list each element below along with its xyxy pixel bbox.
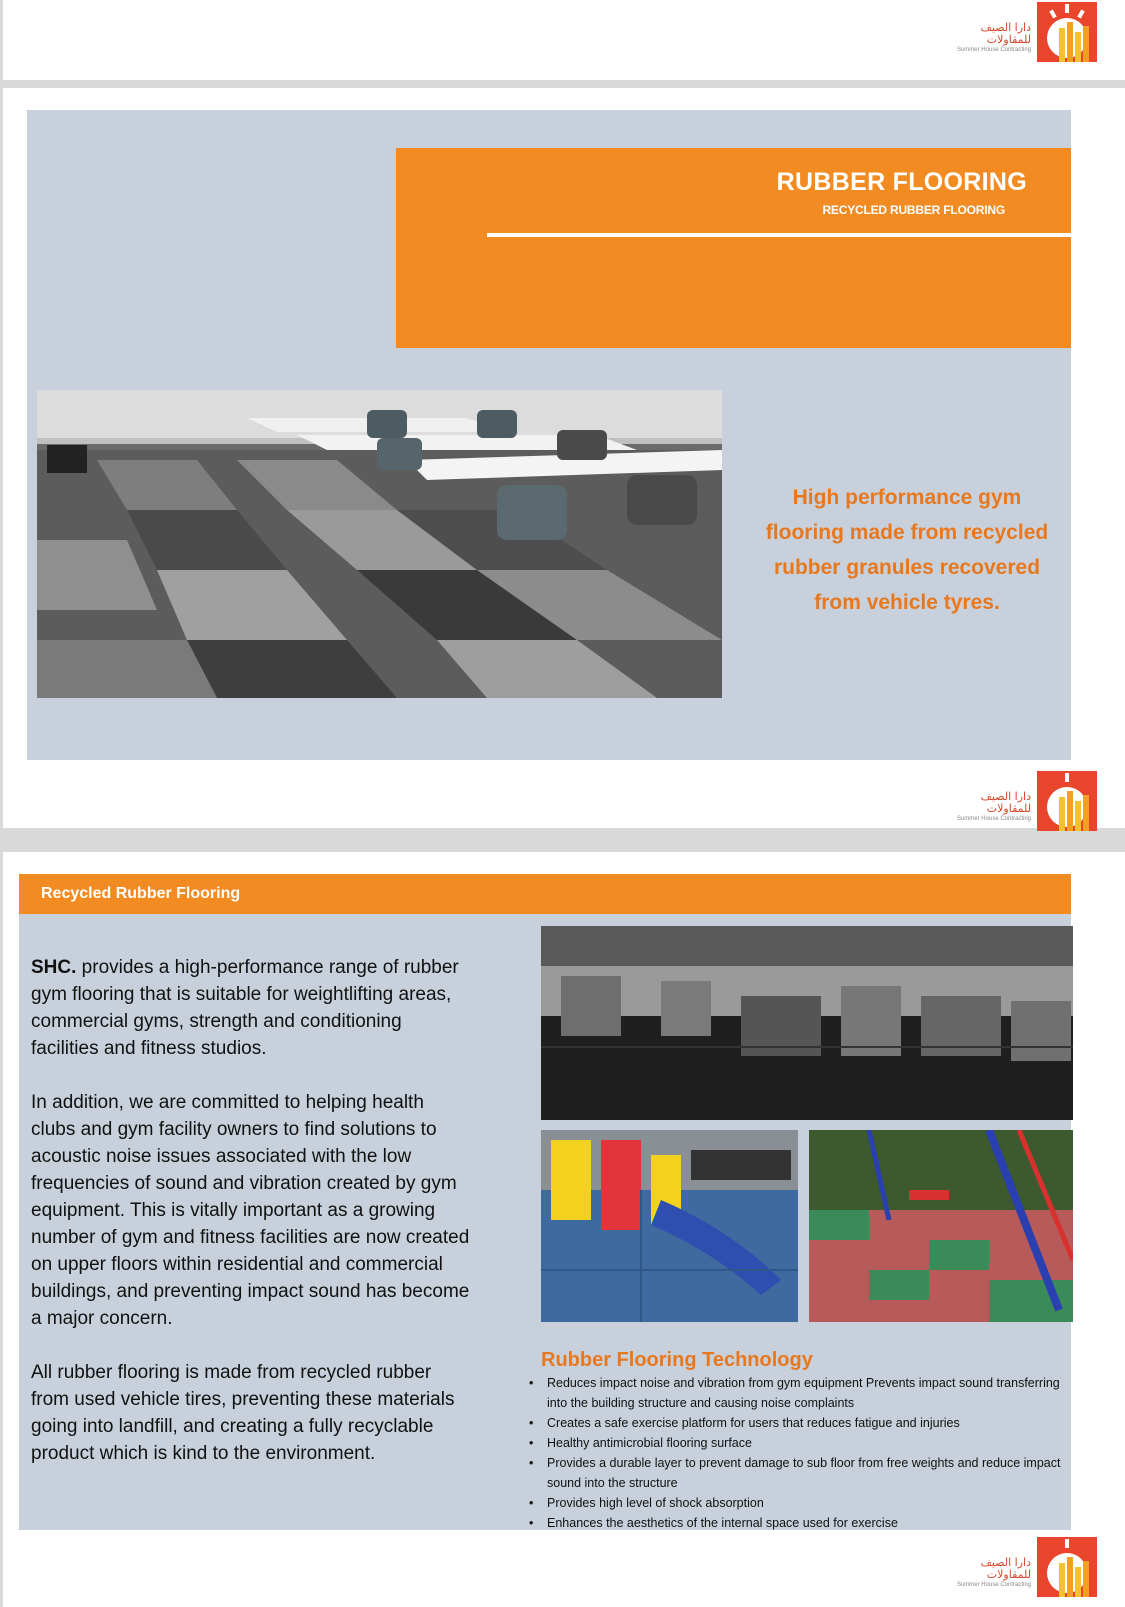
list-item: • Healthy antimicrobial flooring surface xyxy=(527,1433,1067,1453)
gym-floor-photo xyxy=(541,926,1073,1120)
cover-tagline xyxy=(757,480,1057,620)
recycling-paragraph: All rubber flooring is made from recycled rubber from used vehicle tires, preventing these materials going into landfill, and creating a fully recyclable product which is kind to the environment. xyxy=(31,1362,455,1464)
title-divider xyxy=(487,233,1071,237)
cover-panel xyxy=(27,110,1071,760)
page-subtitle: RECYCLED RUBBER FLOORING xyxy=(822,203,1005,217)
playground-slide-photo xyxy=(541,1130,798,1322)
company-abbrev: SHC. xyxy=(31,957,77,978)
sun-house-logo-icon xyxy=(1037,1537,1097,1597)
acoustic-paragraph: In addition, we are committed to helping health clubs and gym facility owners to find solutions to acoustic noise issues associated with the low frequencies of sound and vibration created by gym equipment. This is vitally important as a growing number of gym and fitness facilities are now created on upper floors within residential and commercial buildings, and preventing impact sound has become a major concern. xyxy=(31,1092,470,1329)
tagline-line-4: from vehicle tyres. xyxy=(814,591,1000,614)
page-1 xyxy=(3,0,1125,80)
company-logo xyxy=(947,771,1097,831)
logo-english-name: Summer House Contracting xyxy=(956,1582,1031,1588)
title-block xyxy=(396,148,1071,348)
tagline-line-2: flooring made from recycled xyxy=(765,521,1049,544)
intro-text: provides a high-performance range of rubber gym flooring that is suitable for weightlifting areas, commercial gyms, strength and conditioning facilities and fitness studios. xyxy=(31,957,459,1059)
page-title: RUBBER FLOORING xyxy=(776,168,1027,196)
logo-arabic-name: دارا الصيف للمقاولات xyxy=(980,790,1031,815)
sun-house-logo-icon xyxy=(1037,771,1097,831)
page-3-details xyxy=(3,852,1125,1607)
company-logo xyxy=(947,2,1097,62)
page-2-cover xyxy=(3,88,1125,828)
details-panel xyxy=(19,874,1071,1530)
list-item: • Reduces impact noise and vibration from gym equipment Prevents impact sound transferring into the building structure and causing noise complaints xyxy=(527,1373,1067,1413)
company-logo xyxy=(947,1537,1097,1597)
logo-arabic-name: دارا الصيف للمقاولات xyxy=(980,21,1031,46)
section-band xyxy=(19,874,1071,914)
tagline-line-1: High performance gym xyxy=(792,486,1022,509)
intro-paragraph xyxy=(31,954,471,1062)
logo-arabic-name: دارا الصيف للمقاولات xyxy=(980,1556,1031,1581)
logo-text xyxy=(947,22,1031,54)
logo-english-name: Summer House Contracting xyxy=(956,816,1031,822)
logo-text xyxy=(947,791,1031,823)
list-item: • Creates a safe exercise platform for users that reduces fatigue and injuries xyxy=(527,1413,1067,1433)
sun-house-logo-icon xyxy=(1037,2,1097,62)
list-item: • Enhances the aesthetics of the internal space used for exercise xyxy=(527,1513,1067,1533)
tagline-line-3: rubber granules recovered xyxy=(773,556,1041,579)
classroom-rubber-floor-photo xyxy=(37,390,722,698)
technology-list xyxy=(527,1373,1067,1533)
list-item: • Provides a durable layer to prevent damage to sub floor from free weights and reduce impact sound into the structure xyxy=(527,1453,1067,1493)
body-text xyxy=(31,954,471,1494)
playground-swing-photo xyxy=(809,1130,1073,1322)
list-item: • Provides high level of shock absorption xyxy=(527,1493,1067,1513)
logo-text xyxy=(947,1557,1031,1589)
logo-english-name: Summer House Contracting xyxy=(956,47,1031,53)
section-title: Recycled Rubber Flooring xyxy=(41,885,241,902)
technology-heading: Rubber Flooring Technology xyxy=(541,1349,813,1371)
